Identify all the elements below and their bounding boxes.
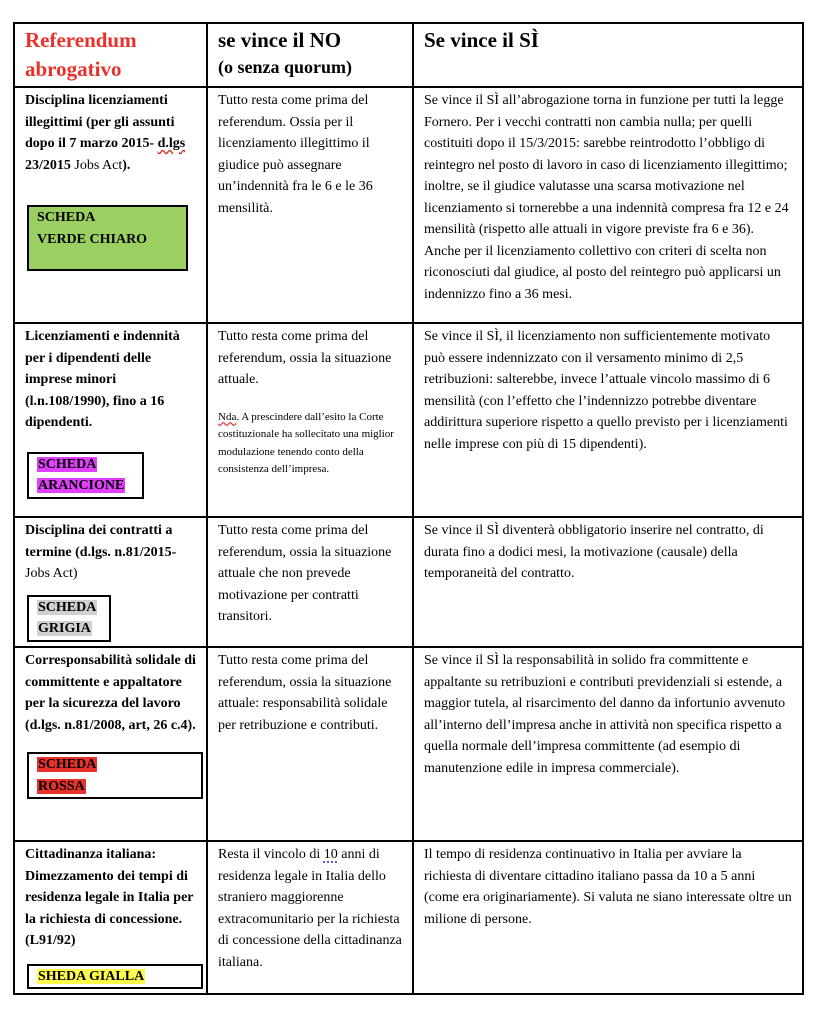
no-text: Tutto resta come prima del referendum, ossia la situazione attuale. xyxy=(218,329,392,387)
si-text: Se vince il SÌ, il licenziamento non sufficientemente motivato può essere indennizzato con il versamento minimo di 2,5 retribuzioni: salterebbe, invece l’attuale vincolo massimo di 6 mensilità (con l’effetto che l’indennizzo potrebbe diventare addirittura superiore rispetto a quello previsto per i licenziamenti nelle imprese con più di 15 dipendenti). xyxy=(424,329,788,452)
scheda-arancione-badge xyxy=(27,452,144,499)
topic-bold: 23/2015 xyxy=(25,157,71,173)
si-text: Se vince il SÌ la responsabilità in solido fra committente e appaltante su retribuzioni e contributi previdenziali si estende, a maggior tutela, al risarcimento del danno da infortunio avvenuto all’interno dell’impresa anche in attività non specifica rispetto a quella normale dell’impresa committente (ad esempio di manutenzione edile in impresa commerciale). xyxy=(424,653,786,776)
note-text: . A prescindere dall’esito la Corte costituzionale ha sollecitato una miglior modulazione tenendo conto della consistenza dell’impresa. xyxy=(218,410,394,475)
no-text: Tutto resta come prima del referendum. Ossia per il licenziamento illegittimo il giudice può assegnare un’indennità fra le 6 e le 36 mensilità. xyxy=(218,93,373,216)
si-cell xyxy=(413,647,803,841)
topic-normal: Jobs Act) xyxy=(25,566,78,581)
scheda-verde-chiaro-badge xyxy=(27,205,188,271)
si-text: Se vince il SÌ all’abrogazione torna in funzione per tutti la legge Fornero. Per i vecchi contratti non cambia nulla; per quelli costituiti dopo il 15/3/2015: sarebbe reintrodotto l’obbligo di reintegro nel posto di lavoro in caso di licenziamento illegittimo; inoltre, se il giudice valutasse una scarsa motivazione nel licenziamento si tornerebbe a una indennità compresa fra 12 e 24 mensilità (rispetto alle attuali in vigore previste fra 6 e 36). Anche per il licenziamento collettivo con criteri di scelta non riconosciuti dal giudice, al posto del reintegro può applicarsi un indennizzo fino a 36 mesi. xyxy=(424,93,789,302)
no-cell xyxy=(207,841,413,994)
header-no xyxy=(207,23,413,87)
scheda-label-line1: SCHEDA xyxy=(38,456,97,472)
table-row xyxy=(14,647,803,841)
no-text xyxy=(218,844,402,973)
scheda-label-line1: SHEDA GIALLA xyxy=(38,968,145,984)
table-row xyxy=(14,323,803,517)
no-cell xyxy=(207,87,413,323)
scheda-gialla-badge xyxy=(27,964,203,990)
scheda-grigia-badge xyxy=(27,595,111,642)
grammar-mark: 10 xyxy=(323,847,338,862)
si-cell xyxy=(413,841,803,994)
header-si xyxy=(413,23,803,87)
header-si-label: Se vince il SÌ xyxy=(424,28,539,52)
scheda-label-line1: SCHEDA xyxy=(37,210,96,225)
topic-text xyxy=(25,520,196,585)
topic-text: Cittadinanza italiana: Dimezzamento dei tempi di residenza legale in Italia per la richiesta di concessione. (L91/92) xyxy=(25,847,194,948)
scheda-label-line2: GRIGIA xyxy=(38,621,91,636)
spellcheck-word: d.lgs xyxy=(157,136,186,151)
header-referendum-line2: abrogativo xyxy=(25,57,122,81)
topic-cell xyxy=(14,517,207,647)
header-referendum-line1: Referendum xyxy=(25,28,137,52)
topic-cell xyxy=(14,841,207,994)
no-cell xyxy=(207,323,413,517)
no-cell xyxy=(207,517,413,647)
header-referendum xyxy=(14,23,207,87)
no-cell xyxy=(207,647,413,841)
topic-text xyxy=(25,90,196,176)
editor-note xyxy=(218,409,402,479)
si-cell xyxy=(413,517,803,647)
scheda-label-line2: ROSSA xyxy=(38,778,85,794)
no-text-part: anni di residenza legale in Italia dello straniero maggiorenne extracomunitario per la richiesta di concessione della cittadinanza italiana. xyxy=(218,847,402,970)
si-text: Il tempo di residenza continuativo in Italia per avviare la richiesta di diventare cittadino italiano passa da 10 a 5 anni (come era originariamente). Si valuta ne siano interessate oltre un milione di persone. xyxy=(424,847,792,927)
table-row xyxy=(14,87,803,323)
referendum-table xyxy=(13,22,804,995)
si-cell xyxy=(413,323,803,517)
topic-text: Corresponsabilità solidale di committente e appaltatore per la sicurezza del lavoro (d.lgs. n.81/2008, art, 26 c.4). xyxy=(25,653,196,733)
header-row xyxy=(14,23,803,87)
no-text-part: Resta il vincolo di xyxy=(218,847,324,862)
topic-bold: Disciplina licenziamenti illegittimi (per gli assunti dopo il 7 marzo 2015- xyxy=(25,93,175,151)
no-text: Tutto resta come prima del referendum, ossia la situazione attuale: responsabilità solidale per retribuzione e contributi. xyxy=(218,653,392,733)
si-cell xyxy=(413,87,803,323)
table-row xyxy=(14,841,803,994)
scheda-rossa-badge xyxy=(27,752,203,799)
scheda-label-line1: SCHEDA xyxy=(38,599,97,615)
no-text: Tutto resta come prima del referendum, ossia la situazione attuale che non prevede motivazione per contratti transitori. xyxy=(218,523,392,624)
scheda-label-line2: ARANCIONE xyxy=(38,478,125,493)
scheda-label-line1: SCHEDA xyxy=(38,757,97,772)
si-text: Se vince il SÌ diventerà obbligatorio inserire nel contratto, di durata fino a dodici mesi, la motivazione (causale) della temporaneità del contratto. xyxy=(424,523,764,581)
header-no-line2: (o senza quorum) xyxy=(218,57,352,77)
spellcheck-word: Nda xyxy=(218,410,237,423)
topic-cell xyxy=(14,323,207,517)
topic-cell xyxy=(14,87,207,323)
topic-bold: ). xyxy=(122,157,131,173)
topic-cell xyxy=(14,647,207,841)
topic-bold: Disciplina dei contratti a termine (d.lgs. n.81/2015- xyxy=(25,523,177,560)
topic-text: Licenziamenti e indennità per i dipendenti delle imprese minori (l.n.108/1990), fino a 16 dipendenti. xyxy=(25,329,180,430)
topic-normal: Jobs Act xyxy=(70,157,123,173)
scheda-label-line2: VERDE CHIARO xyxy=(37,231,148,247)
table-row xyxy=(14,517,803,647)
header-no-line1: se vince il NO xyxy=(218,28,342,52)
